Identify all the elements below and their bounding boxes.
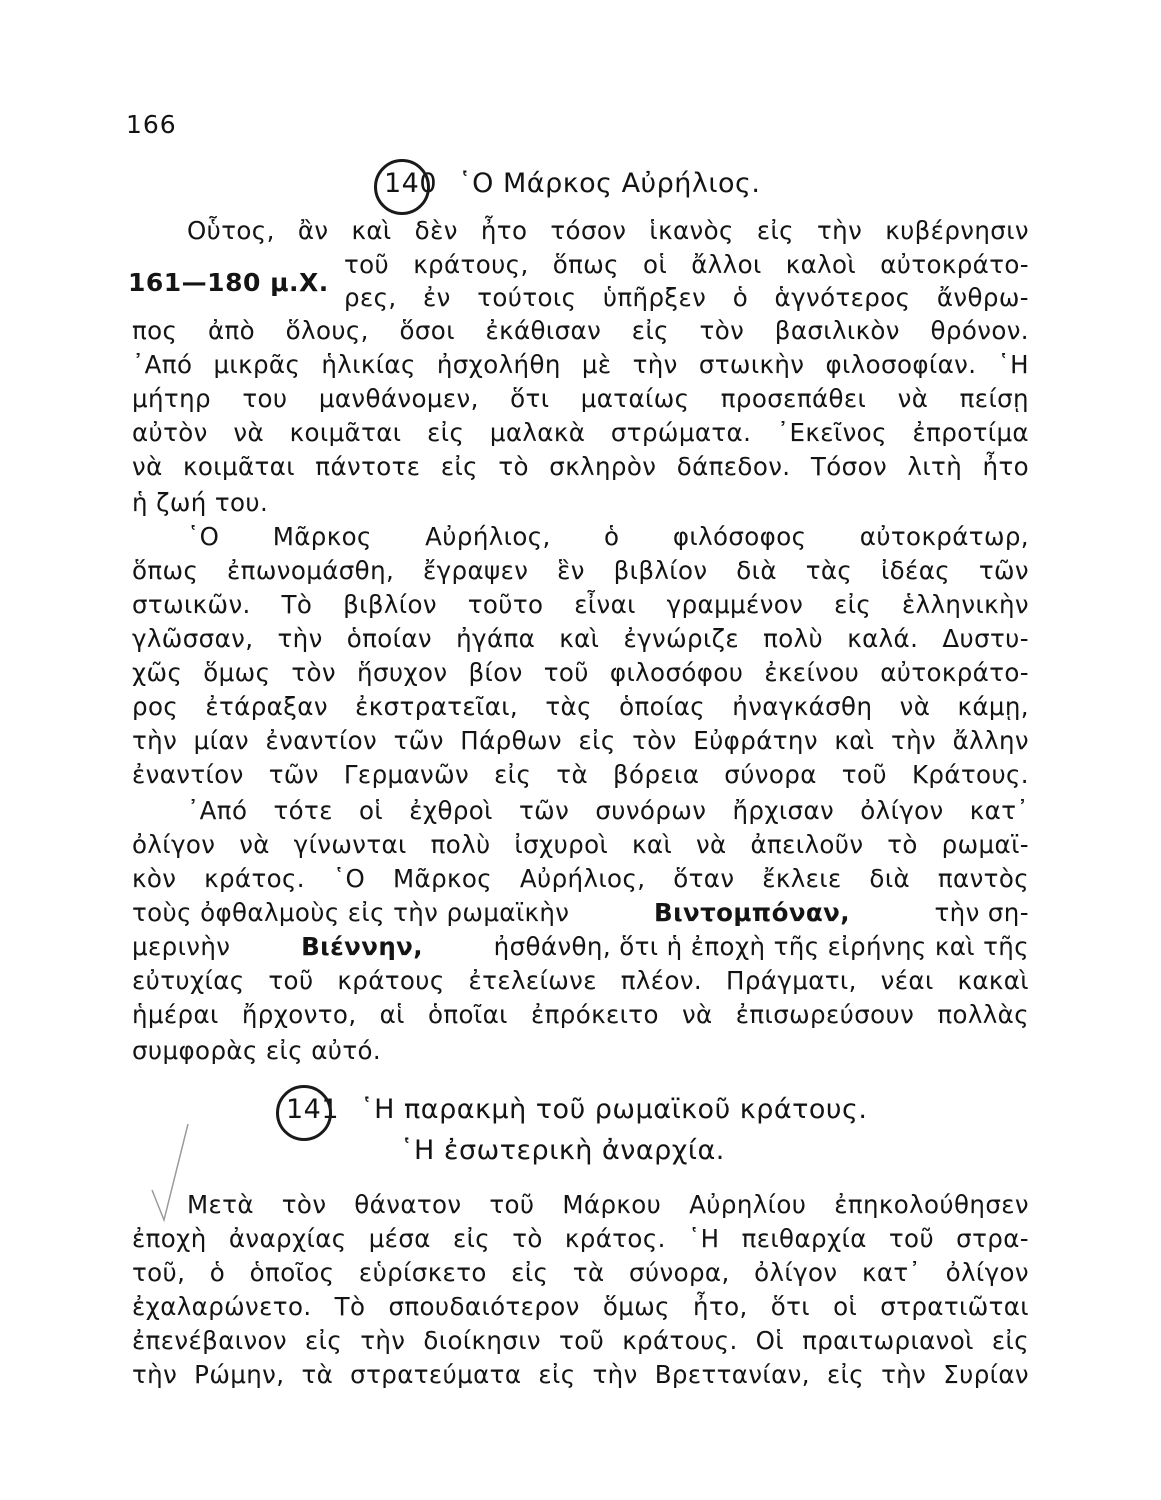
text-line: ὀλίγον νὰ γίνωνται πολὺ ἰσχυροὶ καὶ νὰ ἀπειλοῦν τὸ ρωμαϊ- xyxy=(132,830,1029,859)
text-line: ἐχαλαρώνετο. Τὸ σπουδαιότερον ὅμως ἦτο, ὅτι οἱ στρατιῶται xyxy=(132,1292,1029,1321)
text-line: τοῦ κράτους, ὅπως οἱ ἄλλοι καλοὶ αὐτοκράτο- xyxy=(344,250,1029,279)
section-number-141: 141 xyxy=(282,1094,343,1125)
bold-place-name: Βιντομπόναν, xyxy=(654,898,850,927)
text-line: ᾿Από μικρᾶς ἡλικίας ἠσχολήθη μὲ τὴν στωικὴν φιλοσοφίαν. ῾Η xyxy=(132,350,1029,379)
text-line: νὰ κοιμᾶται πάντοτε εἰς τὸ σκληρὸν δάπεδον. Τόσον λιτὴ ἦτο xyxy=(132,452,1029,481)
text-line: ἡ ζωή του. xyxy=(132,488,269,517)
text-line: Οὗτος, ἂν καὶ δὲν ἦτο τόσον ἱκανὸς εἰς τὴν κυβέρνησιν xyxy=(187,216,1029,245)
text-line: ὅπως ἐπωνομάσθη, ἔγραψεν ἓν βιβλίον διὰ τὰς ἰδέας τῶν xyxy=(132,556,1029,585)
text-line: στωικῶν. Τὸ βιβλίον τοῦτο εἶναι γραμμένον εἰς ἑλληνικὴν xyxy=(132,590,1029,619)
text-line: ἡμέραι ἤρχοντο, αἱ ὁποῖαι ἐπρόκειτο νὰ ἐπισωρεύσουν πολλὰς xyxy=(132,1000,1029,1029)
text-line: τοῦ, ὁ ὁποῖος εὑρίσκετο εἰς τὰ σύνορα, ὀλίγον κατ᾿ ὀλίγον xyxy=(132,1258,1029,1287)
section-141-heading xyxy=(282,1094,867,1125)
hand-drawn-circle xyxy=(276,1085,332,1141)
hand-drawn-circle xyxy=(374,159,430,215)
text-line: Μετὰ τὸν θάνατον τοῦ Μάρκου Αὐρηλίου ἐπηκολούθησεν xyxy=(187,1190,1029,1219)
text-line: ρος ἐτάραξαν ἐκστρατεῖαι, τὰς ὁποίας ἠναγκάσθη νὰ κάμῃ, xyxy=(132,692,1029,721)
section-141-title: ῾Η παρακμὴ τοῦ ρωμαϊκοῦ κράτους. xyxy=(360,1094,868,1125)
text-line: πος ἀπὸ ὅλους, ὅσοι ἐκάθισαν εἰς τὸν βασιλικὸν θρόνον. xyxy=(132,316,1029,345)
section-140-heading xyxy=(380,168,760,199)
text-line: ἐπενέβαινον εἰς τὴν διοίκησιν τοῦ κράτους. Οἱ πραιτωριανοὶ εἰς xyxy=(132,1326,1029,1355)
bold-place-name: Βιέννην, xyxy=(301,932,423,961)
text-line: ρες, ἐν τούτοις ὑπῆρξεν ὁ ἁγνότερος ἄνθρω- xyxy=(344,283,1029,312)
page-number: 166 xyxy=(126,110,177,139)
section-141-subtitle: ῾Η ἐσωτερικὴ ἀναρχία. xyxy=(400,1135,725,1166)
section-number-140: 140 xyxy=(380,168,441,199)
text-line: ἐναντίον τῶν Γερμανῶν εἰς τὰ βόρεια σύνορα τοῦ Κράτους. xyxy=(132,760,1029,789)
text-line: αὐτὸν νὰ κοιμᾶται εἰς μαλακὰ στρώματα. ᾿Εκεῖνος ἐπροτίμα xyxy=(132,418,1029,447)
pencil-check-mark xyxy=(150,1120,190,1230)
text-line: ᾿Από τότε οἱ ἐχθροὶ τῶν συνόρων ἤρχισαν ὀλίγον κατ᾿ xyxy=(187,796,1029,825)
text-line: εὐτυχίας τοῦ κράτους ἐτελείωνε πλέον. Πράγματι, νέαι κακαὶ xyxy=(132,966,1029,995)
section-140-title: ῾Ο Μάρκος Αὐρήλιος. xyxy=(458,168,761,199)
text-line: γλῶσσαν, τὴν ὁποίαν ἠγάπα καὶ ἐγνώριζε πολὺ καλά. Δυστυ- xyxy=(132,624,1029,653)
text-line: κὸν κράτος. ῾Ο Μᾶρκος Αὐρήλιος, ὅταν ἔκλειε διὰ παντὸς xyxy=(132,864,1029,893)
date-margin-note: 161—180 μ.Χ. xyxy=(128,268,329,297)
text-line: συμφορὰς εἰς αὐτό. xyxy=(132,1036,382,1065)
text-line: χῶς ὅμως τὸν ἥσυχον βίον τοῦ φιλοσόφου ἐκείνου αὐτοκράτο- xyxy=(132,658,1029,687)
text-line: τὴν Ρώμην, τὰ στρατεύματα εἰς τὴν Βρεττανίαν, εἰς τὴν Συρίαν xyxy=(132,1360,1029,1389)
text-line: ῾Ο Μᾶρκος Αὐρήλιος, ὁ φιλόσοφος αὐτοκράτωρ, xyxy=(187,522,1029,551)
text-line: τοὺς ὀφθαλμοὺς εἰς τὴν ρωμαϊκὴν Βιντομπόναν, τὴν ση- xyxy=(132,898,1029,927)
text-line: μερινὴν Βιέννην, ἠσθάνθη, ὅτι ἡ ἐποχὴ τῆς εἰρήνης καὶ τῆς xyxy=(132,932,1029,961)
text-line: ἐποχὴ ἀναρχίας μέσα εἰς τὸ κράτος. ῾Η πειθαρχία τοῦ στρα- xyxy=(132,1224,1029,1253)
text-line: τὴν μίαν ἐναντίον τῶν Πάρθων εἰς τὸν Εὐφράτην καὶ τὴν ἄλλην xyxy=(132,726,1029,755)
text-line: μήτηρ του μανθάνομεν, ὅτι ματαίως προσεπάθει νὰ πείσῃ xyxy=(132,384,1029,413)
